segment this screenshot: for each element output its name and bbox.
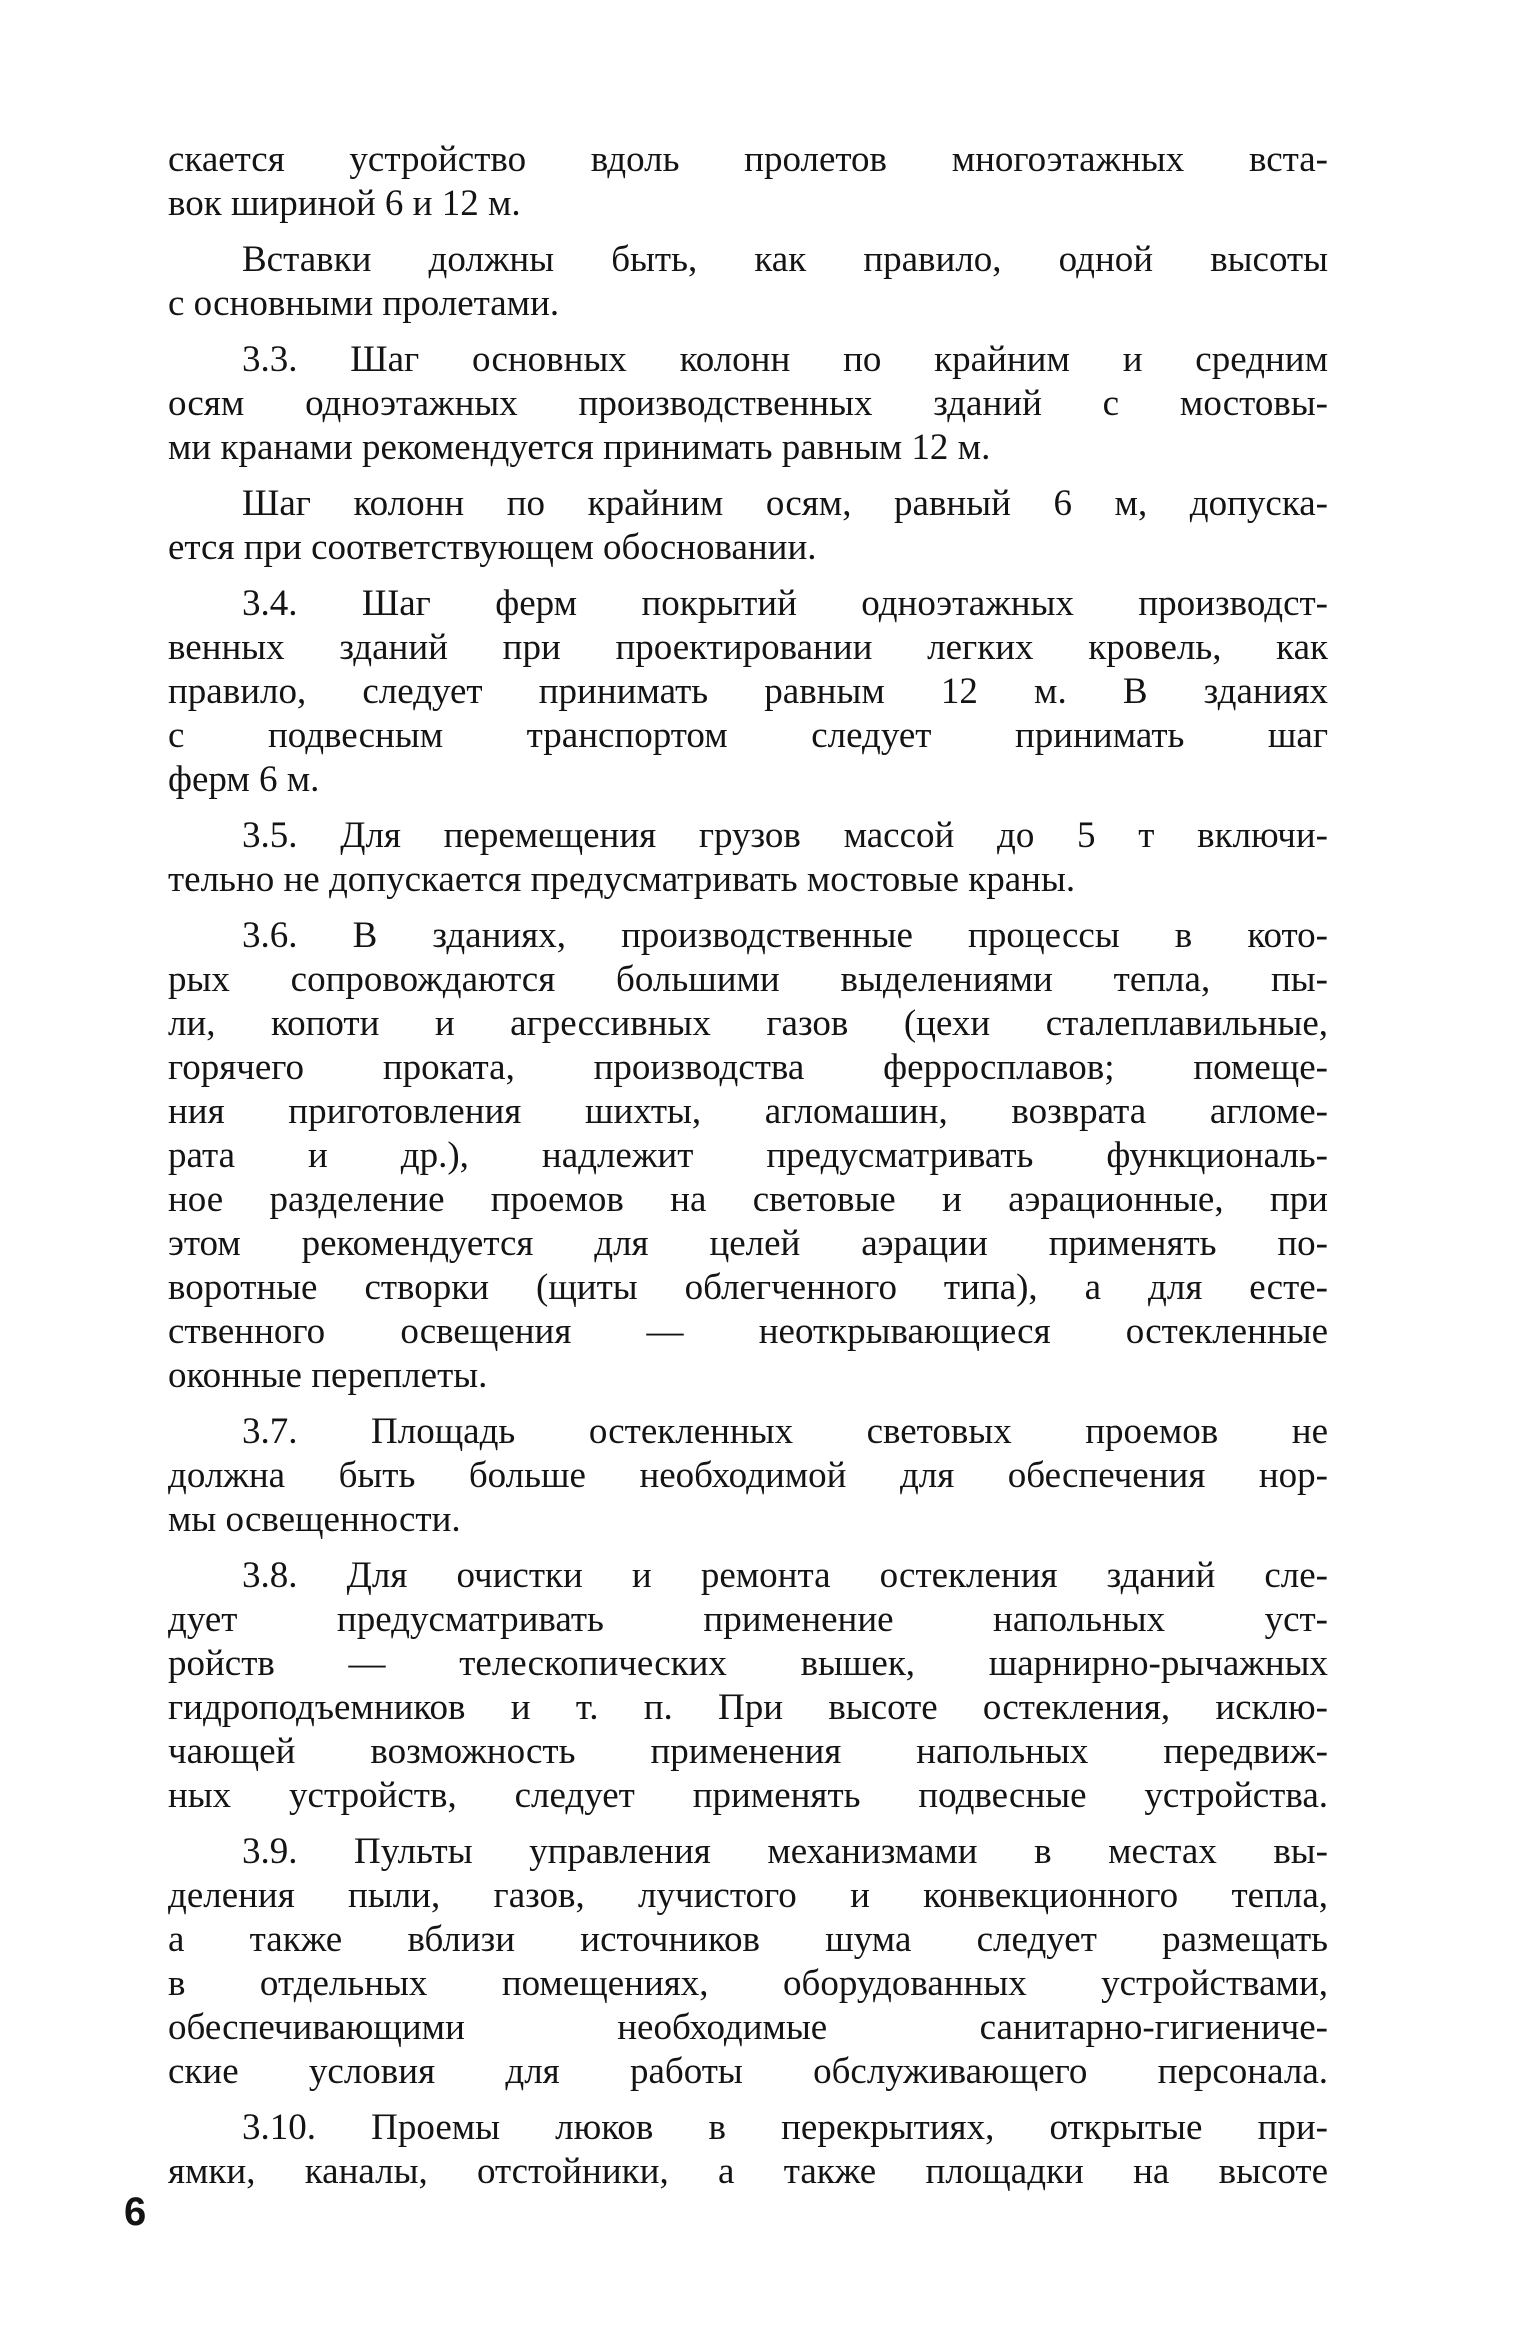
text-line: ферм 6 м. [168, 759, 320, 800]
paragraph-gap [168, 470, 1328, 482]
text-line: ройств — телескопических вышек, шарнирно-рычажных [168, 1643, 1328, 1684]
text-line: мы освещенности. [168, 1499, 461, 1540]
text-line: ется при соответствующем обосновании. [168, 527, 817, 568]
text-line: в отдельных помещениях, оборудованных устройствами, [168, 1963, 1328, 2004]
paragraph-gap [168, 570, 1328, 582]
paragraph-gap [168, 326, 1328, 338]
text-line: скается устройство вдоль пролетов многоэтажных вста- [168, 139, 1328, 180]
text-line: ное разделение проемов на световые и аэрационные, при [168, 1179, 1328, 1220]
paragraph-gap [168, 1398, 1328, 1410]
text-line: ли, копоти и агрессивных газов (цехи сталеплавильные, [168, 1003, 1328, 1044]
page-number: 6 [124, 2190, 147, 2234]
text-line: воротные створки (щиты облегченного типа), а для есте- [168, 1267, 1328, 1308]
text-line: тельно не допускается предусматривать мостовые краны. [168, 859, 1076, 900]
text-line: рата и др.), надлежит предусматривать функциональ- [168, 1135, 1328, 1176]
paragraph-gap [168, 802, 1328, 814]
text-line: 3.4. Шаг ферм покрытий одноэтажных производст- [242, 583, 1328, 624]
text-line: горячего проката, производства ферросплавов; помеще- [168, 1047, 1328, 1088]
paragraph-gap [168, 2094, 1328, 2106]
text-line: ных устройств, следует применять подвесные устройства. [168, 1775, 1328, 1816]
paragraph [168, 2106, 1328, 2194]
text-line: ственного освещения — неоткрывающиеся остекленные [168, 1311, 1328, 1352]
paragraph [168, 582, 1328, 802]
text-line: деления пыли, газов, лучистого и конвекционного тепла, [168, 1875, 1328, 1916]
text-line: 3.7. Площадь остекленных световых проемов не [242, 1411, 1328, 1452]
paragraph [168, 914, 1328, 1398]
text-line: ские условия для работы обслуживающего персонала. [168, 2051, 1328, 2092]
paragraph [168, 1410, 1328, 1542]
paragraph [168, 238, 1328, 326]
paragraph [168, 1830, 1328, 2094]
text-line: гидроподъемников и т. п. При высоте остекления, исклю- [168, 1687, 1328, 1728]
paragraph [168, 138, 1328, 226]
text-line: 3.5. Для перемещения грузов массой до 5 т включи- [242, 815, 1328, 856]
text-line: 3.10. Проемы люков в перекрытиях, открытые при- [242, 2107, 1328, 2148]
text-line: рых сопровождаются большими выделениями тепла, пы- [168, 959, 1328, 1000]
text-line: венных зданий при проектировании легких кровель, как [168, 627, 1328, 668]
text-line: обеспечивающими необходимые санитарно-гигиениче- [168, 2007, 1328, 2048]
text-line: а также вблизи источников шума следует размещать [168, 1919, 1328, 1960]
text-line: правило, следует принимать равным 12 м. В зданиях [168, 671, 1328, 712]
paragraph [168, 482, 1328, 570]
document-body [168, 138, 1328, 2194]
text-line: Вставки должны быть, как правило, одной высоты [242, 239, 1328, 280]
text-line: осям одноэтажных производственных зданий с мостовы- [168, 383, 1328, 424]
text-line: оконные переплеты. [168, 1355, 488, 1396]
text-line: должна быть больше необходимой для обеспечения нор- [168, 1455, 1328, 1496]
paragraph-gap [168, 1818, 1328, 1830]
paragraph [168, 338, 1328, 470]
paragraph-gap [168, 1542, 1328, 1554]
text-line: 3.3. Шаг основных колонн по крайним и средним [242, 339, 1328, 380]
text-line: с подвесным транспортом следует принимать шаг [168, 715, 1328, 756]
text-line: вок шириной 6 и 12 м. [168, 183, 521, 224]
paragraph-gap [168, 902, 1328, 914]
paragraph-gap [168, 226, 1328, 238]
text-line: дует предусматривать применение напольных уст- [168, 1599, 1328, 1640]
text-line: 3.6. В зданиях, производственные процессы в кото- [242, 915, 1328, 956]
text-line: ямки, каналы, отстойники, а также площадки на высоте [168, 2151, 1328, 2192]
text-line: 3.9. Пульты управления механизмами в местах вы- [242, 1831, 1328, 1872]
text-line: 3.8. Для очистки и ремонта остекления зданий сле- [242, 1555, 1328, 1596]
text-line: Шаг колонн по крайним осям, равный 6 м, допуска- [242, 483, 1328, 524]
paragraph [168, 814, 1328, 902]
text-line: ния приготовления шихты, агломашин, возврата агломе- [168, 1091, 1328, 1132]
text-line: с основными пролетами. [168, 283, 560, 324]
text-line: чающей возможность применения напольных передвиж- [168, 1731, 1328, 1772]
text-line: ми кранами рекомендуется принимать равным 12 м. [168, 427, 991, 468]
text-line: этом рекомендуется для целей аэрации применять по- [168, 1223, 1328, 1264]
paragraph [168, 1554, 1328, 1818]
